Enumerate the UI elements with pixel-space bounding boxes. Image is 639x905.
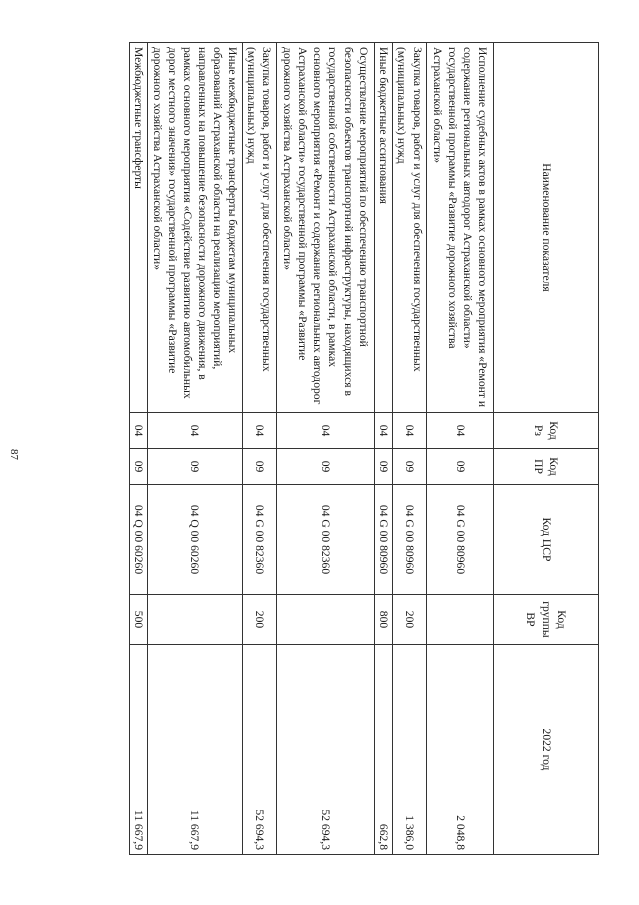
row-name: Иные межбюджетные трансферты бюджетам муниципальных образований Астраханской области на реализацию мероприятий, направленных на повышение безопасности дорожного движения, в рамках основного мероприятия «Содействие развитию автомобильных дорог местного значения» государственной программы «Развитие дорожного хозяйства Астраханской области» xyxy=(147,43,242,413)
row-pr: 09 xyxy=(427,449,494,485)
table-row xyxy=(276,43,374,855)
row-rz: 04 xyxy=(147,413,242,449)
table-row xyxy=(147,43,242,855)
row-vr: 800 xyxy=(374,595,392,645)
row-csr: 04 G 00 80960 xyxy=(427,485,494,595)
row-pr: 09 xyxy=(374,449,392,485)
header-name: Наименование показателя xyxy=(494,43,599,413)
row-name: Закупка товаров, работ и услуг для обеспечения государственных (муниципальных) нужд xyxy=(242,43,276,413)
row-rz: 04 xyxy=(374,413,392,449)
row-csr: 04 G 00 82360 xyxy=(276,485,374,595)
header-sum: 2022 год xyxy=(494,645,599,855)
row-sum: 1 386,0 xyxy=(393,645,427,855)
row-name: Закупка товаров, работ и услуг для обеспечения государственных (муниципальных) нужд xyxy=(393,43,427,413)
row-name: Межбюджетные трансферты xyxy=(129,43,147,413)
row-rz: 04 xyxy=(393,413,427,449)
row-pr: 09 xyxy=(129,449,147,485)
row-vr xyxy=(276,595,374,645)
budget-table xyxy=(129,42,599,855)
row-name: Исполнение судебных актов в рамках основного мероприятия «Ремонт и содержание региональных автодорог Астраханской области» государственной программы «Развитие дорожного хозяйства Астраханской области» xyxy=(427,43,494,413)
row-sum: 11 667,9 xyxy=(147,645,242,855)
row-csr: 04 Q 00 60260 xyxy=(147,485,242,595)
row-pr: 09 xyxy=(276,449,374,485)
header-vr: Код группы ВР xyxy=(494,595,599,645)
table-header-row xyxy=(494,43,599,855)
row-csr: 04 G 00 82360 xyxy=(242,485,276,595)
row-sum: 2 048,8 xyxy=(427,645,494,855)
row-csr: 04 Q 00 60260 xyxy=(129,485,147,595)
table-row xyxy=(242,43,276,855)
header-rz: Код Рз xyxy=(494,413,599,449)
table-row xyxy=(129,43,147,855)
row-csr: 04 G 00 80960 xyxy=(393,485,427,595)
row-vr: 200 xyxy=(242,595,276,645)
row-sum: 52 694,3 xyxy=(242,645,276,855)
table-row xyxy=(427,43,494,855)
row-vr: 500 xyxy=(129,595,147,645)
row-rz: 04 xyxy=(427,413,494,449)
header-pr: Код ПР xyxy=(494,449,599,485)
row-name: Иные бюджетные ассигнования xyxy=(374,43,392,413)
row-pr: 09 xyxy=(147,449,242,485)
row-sum: 662,8 xyxy=(374,645,392,855)
row-pr: 09 xyxy=(393,449,427,485)
row-rz: 04 xyxy=(242,413,276,449)
header-csr: Код ЦСР xyxy=(494,485,599,595)
row-vr xyxy=(147,595,242,645)
row-sum: 52 694,3 xyxy=(276,645,374,855)
page-number: 87 xyxy=(8,449,20,460)
rotated-table-container xyxy=(131,42,599,854)
row-vr: 200 xyxy=(393,595,427,645)
row-vr xyxy=(427,595,494,645)
row-pr: 09 xyxy=(242,449,276,485)
row-sum: 11 667,9 xyxy=(129,645,147,855)
table-row xyxy=(374,43,392,855)
row-name: Осуществление мероприятий по обеспечению транспортной безопасности объектов транспортной инфраструктуры, находящихся в государственной собственности Астраханской области, в рамках основного мероприятия «Ремонт и содержание региональных автодорог Астраханской области» государственной программы «Развитие дорожного хозяйства Астраханской области» xyxy=(276,43,374,413)
table-row xyxy=(393,43,427,855)
row-csr: 04 G 00 80960 xyxy=(374,485,392,595)
row-rz: 04 xyxy=(129,413,147,449)
row-rz: 04 xyxy=(276,413,374,449)
